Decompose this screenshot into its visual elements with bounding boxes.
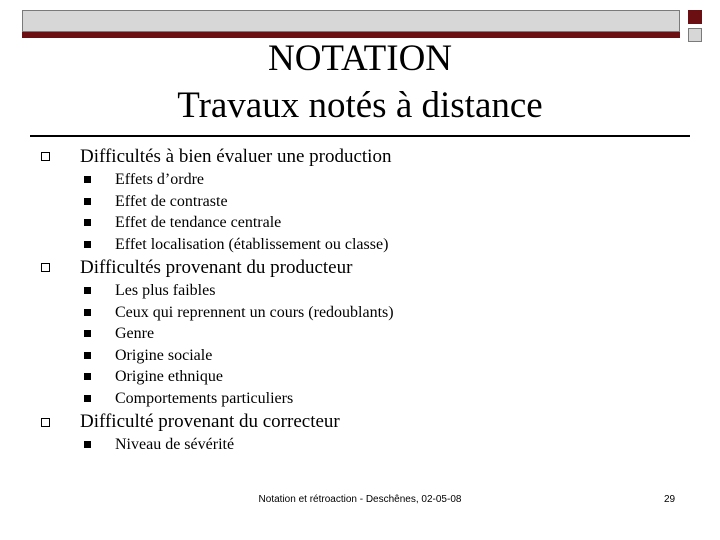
square-bullet-icon <box>84 373 91 380</box>
section-heading: Difficultés provenant du producteur <box>80 257 353 278</box>
square-bullet-icon <box>84 219 91 226</box>
page-number: 29 <box>664 494 676 505</box>
corner-square-red <box>688 10 702 24</box>
square-bullet-icon <box>84 441 91 448</box>
list-item: Effet de tendance centrale <box>115 214 282 231</box>
hollow-square-bullet-icon <box>41 263 50 272</box>
slide-title-line2: Travaux notés à distance <box>177 85 543 126</box>
square-bullet-icon <box>84 309 91 316</box>
square-bullet-icon <box>84 352 91 359</box>
list-item: Effet localisation (établissement ou classe) <box>115 236 389 253</box>
square-bullet-icon <box>84 241 91 248</box>
square-bullet-icon <box>84 287 91 294</box>
square-bullet-icon <box>84 395 91 402</box>
decorative-top-bar <box>22 10 680 32</box>
slide-footer: Notation et rétroaction - Deschênes, 02-05-08 <box>258 494 462 505</box>
section-heading: Difficulté provenant du correcteur <box>80 411 340 432</box>
list-item: Origine sociale <box>115 347 213 364</box>
list-item: Effets d’ordre <box>115 171 204 188</box>
square-bullet-icon <box>84 198 91 205</box>
list-item: Effet de contraste <box>115 193 228 210</box>
list-item: Origine ethnique <box>115 368 223 385</box>
square-bullet-icon <box>84 330 91 337</box>
list-item: Genre <box>115 325 155 342</box>
hollow-square-bullet-icon <box>41 152 50 161</box>
title-divider <box>30 135 690 137</box>
slide-title-line1: NOTATION <box>267 38 453 79</box>
square-bullet-icon <box>84 176 91 183</box>
section-heading: Difficultés à bien évaluer une production <box>80 146 392 167</box>
hollow-square-bullet-icon <box>41 418 50 427</box>
list-item: Les plus faibles <box>115 282 216 299</box>
list-item: Comportements particuliers <box>115 390 294 407</box>
list-item: Ceux qui reprennent un cours (redoublants) <box>115 304 394 321</box>
list-item: Niveau de sévérité <box>115 436 235 453</box>
